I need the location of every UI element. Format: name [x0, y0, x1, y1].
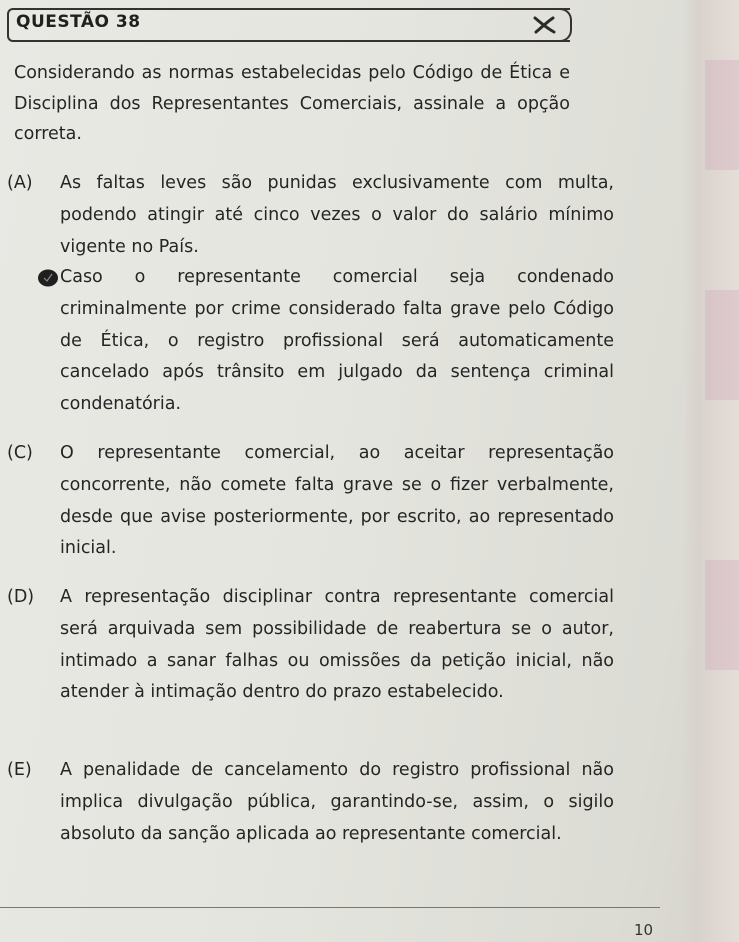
option-letter: (A) — [7, 173, 33, 193]
paperclip-cross-icon — [532, 14, 558, 36]
filled-answer-mark-icon — [37, 268, 59, 288]
option-text: O representante comercial, ao aceitar representação concorrente, não comete falta grave se o fizer verbalmente, desde que avise posteriormente, por escrito, ao representado inicial. — [60, 443, 614, 559]
question-stem: Considerando as normas estabelecidas pelo Código de Ética e Disciplina dos Representantes Comerciais, assinale a opção correta. — [14, 63, 570, 144]
bottom-divider — [0, 907, 660, 908]
option-letter: (C) — [7, 443, 33, 463]
option-letter: (D) — [7, 587, 35, 607]
option-text: A penalidade de cancelamento do registro profissional não implica divulgação pública, garantindo-se, assim, o sigilo absoluto da sanção aplicada ao representante comercial. — [60, 760, 614, 844]
background-stripe — [705, 60, 739, 170]
option-text: As faltas leves são punidas exclusivamente com multa, podendo atingir até cinco vezes o valor do salário mínimo vigente no País. — [60, 173, 614, 257]
question-title: QUESTÃO 38 — [16, 12, 141, 32]
option-letter: (E) — [7, 760, 32, 780]
background-stripe — [705, 560, 739, 670]
page-number: 10 — [634, 921, 654, 939]
background-stripe — [705, 290, 739, 400]
option-text: A representação disciplinar contra representante comercial será arquivada sem possibilidade de reabertura se o autor, intimado a sanar falhas ou omissões da petição inicial, não atender à intimação dentro do prazo estabelecido. — [60, 587, 614, 703]
option-text: Caso o representante comercial seja condenado criminalmente por crime considerado falta grave pelo Código de Ética, o registro profissional será automaticamente cancelado após trânsito em julgado da sentença criminal condenatória. — [60, 267, 614, 415]
